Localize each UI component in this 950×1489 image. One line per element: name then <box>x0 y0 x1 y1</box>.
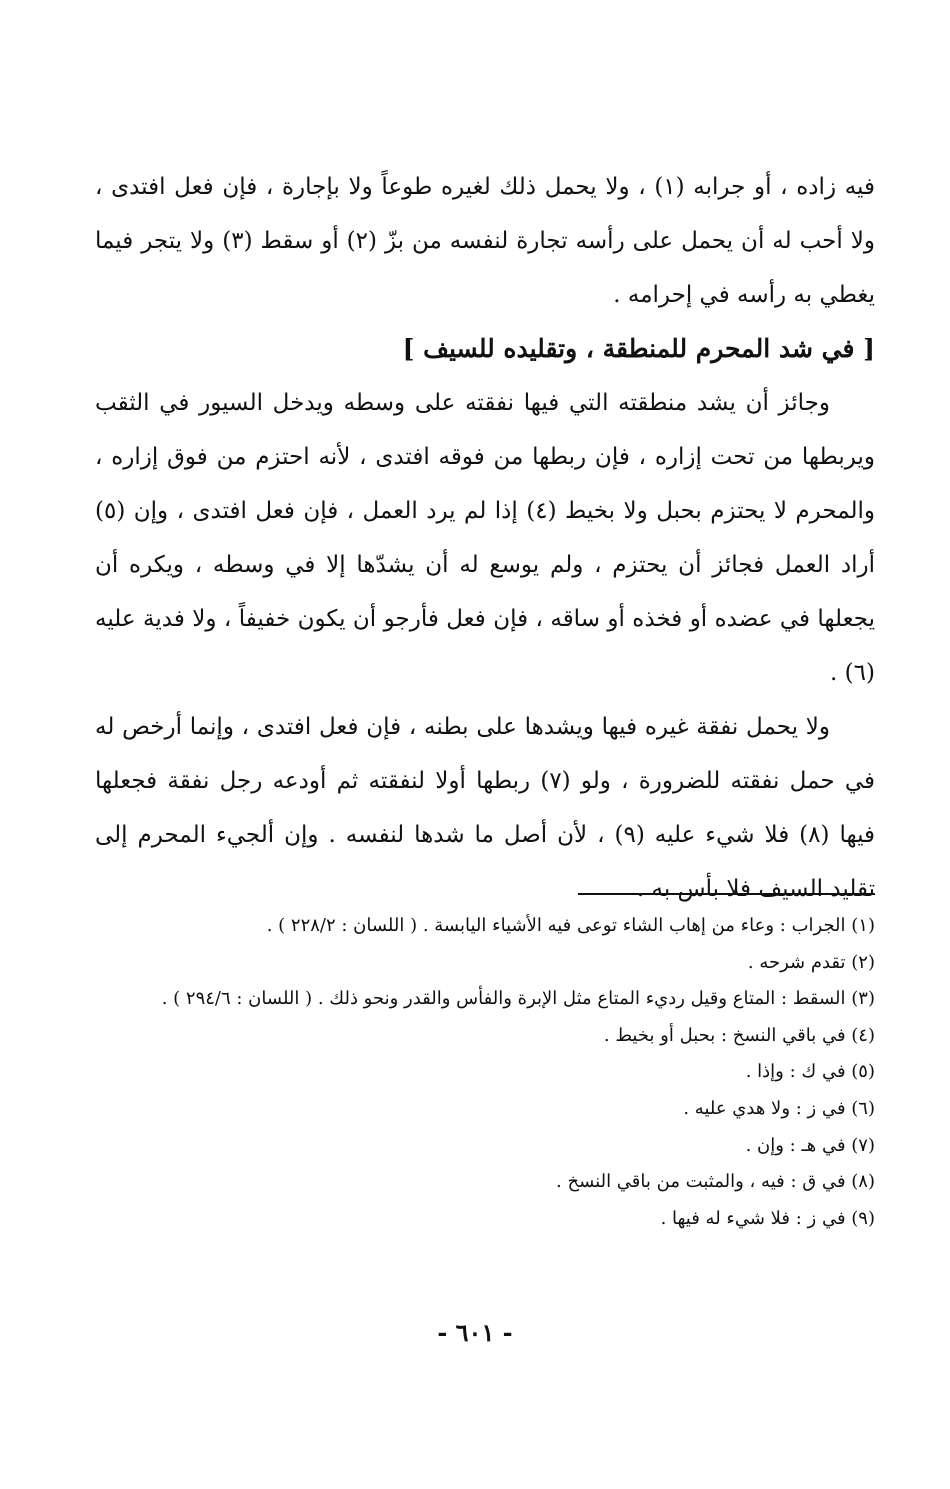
footnotes <box>90 908 875 1237</box>
page-number: - ٦٠١ - <box>437 1318 513 1347</box>
footnote-4: (٤) في باقي النسخ : بحبل أو بخيط . <box>603 1024 875 1046</box>
paragraph-1: فيه زاده ، أو جرابه (١) ، ولا يحمل ذلك لغيره طوعاً ولا بإجارة ، فإن فعل افتدى ، ولا أحب له أن يحمل على رأسه تجارة لنفسه من بزّ (٢) أو سقط (٣) ولا يتجر فيما يغطي به رأسه في إحرامه . <box>95 174 875 308</box>
paragraph-2: وجائز أن يشد منطقته التي فيها نفقته على وسطه ويدخل السيور في الثقب ويربطها من تحت إزاره ، فإن ربطها من فوقه افتدى ، لأنه احتزم من فوق إزاره ، والمحرم لا يحتزم بحبل ولا بخيط (٤) إذا لم يرد العمل ، فإن فعل افتدى ، وإن (٥) أراد العمل فجائز أن يحتزم ، ولم يوسع له أن يشدّها إلا في وسطه ، ويكره أن يجعلها في عضده أو فخذه أو ساقه ، فإن فعل فأرجو أن يكون خفيفاً ، ولا فدية عليه (٦) . <box>95 390 875 686</box>
footnote-8: (٨) في ق : فيه ، والمثبت من باقي النسخ . <box>556 1171 875 1193</box>
footnote-separator <box>578 893 875 895</box>
footnote-9: (٩) في ز : فلا شيء له فيها . <box>660 1207 875 1229</box>
footnote-3: (٣) السقط : المتاع وقيل رديء المتاع مثل الإبرة والفأس والقدر ونحو ذلك . ( اللسان : ٢٩٤/٦ ) . <box>161 988 875 1010</box>
section-heading: [ في شد المحرم للمنطقة ، وتقليده للسيف ] <box>402 334 875 363</box>
paragraph-3: ولا يحمل نفقة غيره فيها ويشدها على بطنه ، فإن فعل افتدى ، وإنما أرخص له في حمل نفقته للضرورة ، ولو (٧) ربطها أولا لنفقته ثم أودعه رجل نفقة فجعلها فيها (٨) فلا شيء عليه (٩) ، لأن أصل ما شدها لنفسه . وإن ألجيء المحرم إلى تقليد السيف فلا بأس به . <box>95 714 876 902</box>
footnote-6: (٦) في ز : ولا هدي عليه . <box>683 1097 875 1119</box>
footnote-7: (٧) في هـ : وإن . <box>745 1134 875 1156</box>
footnote-1: (١) الجراب : وعاء من إهاب الشاء توعى فيه الأشياء اليابسة . ( اللسان : ٢٢٨/٢ ) . <box>266 915 875 936</box>
footnote-5: (٥) في ك : وإذا . <box>745 1061 875 1083</box>
footnote-2: (٢) تقدم شرحه . <box>747 951 875 973</box>
main-text <box>95 160 875 916</box>
